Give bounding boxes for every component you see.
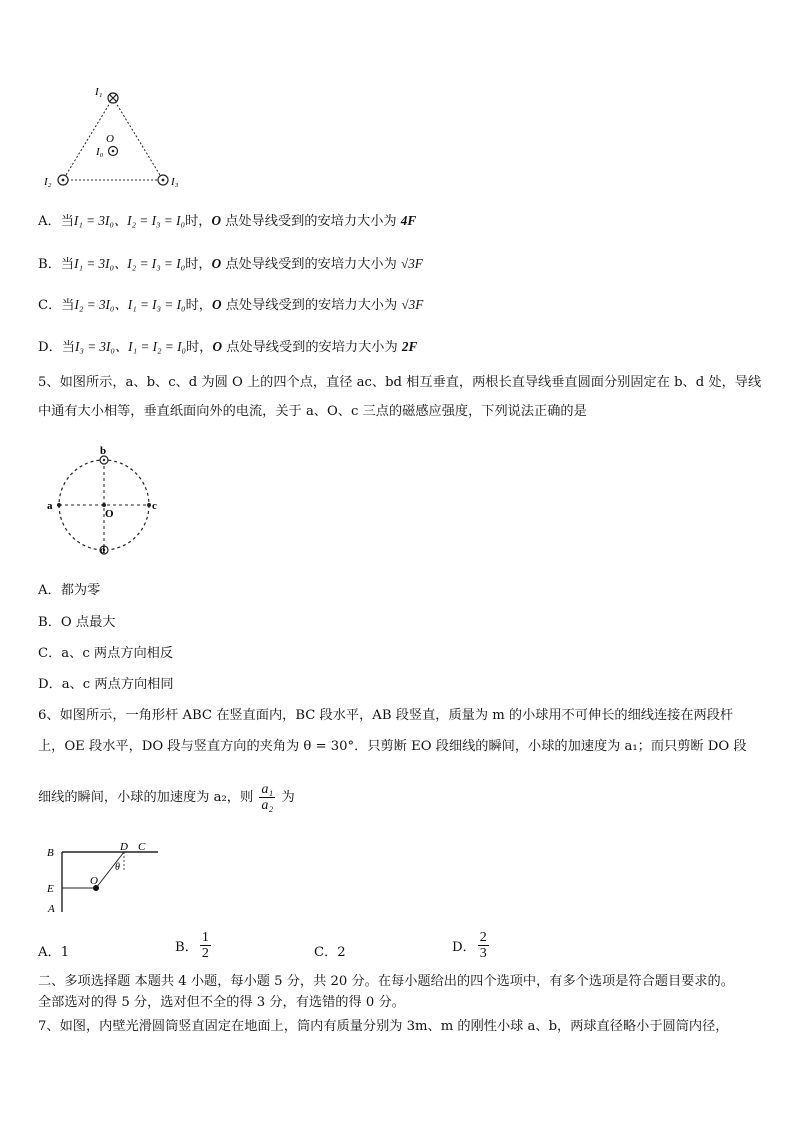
section2-line-1: 二、多项选择题 本题共 4 小题，每小题 5 分，共 20 分。在每小题给出的四个选项中，有多个选项是符合题目要求的。 — [38, 974, 734, 989]
q5-option-c: C．a、c 两点方向相反 — [38, 646, 174, 661]
q7-line-1: 7、如图，内壁光滑圆筒竖直固定在地面上，筒内有质量分别为 3m、m 的刚性小球 a、b，两球直径略小于圆筒内径， — [38, 1019, 729, 1034]
q5-option-d: D．a、c 两点方向相同 — [38, 677, 174, 692]
q6-option-c: C．2 — [314, 945, 346, 960]
current-out-of-page-icon — [158, 175, 168, 185]
label-c: c — [152, 500, 157, 512]
q6-options — [38, 930, 758, 970]
current-into-page-icon — [108, 93, 118, 103]
label-a: a — [47, 500, 53, 512]
label-i1: I₁ — [95, 86, 103, 98]
q4-triangle-figure — [40, 82, 190, 192]
label-i2: I₂ — [44, 176, 52, 188]
q6-line-3: 细线的瞬间，小球的加速度为 a₂，则 $\frac{\text{a₁}}{\text{a₂}}$ 为 — [38, 782, 295, 813]
label-o: O — [106, 133, 114, 145]
label-d: D — [120, 841, 128, 853]
q5-option-a: A．都为零 — [38, 583, 101, 598]
q4-option-d: D．当I₃ = 3I₀、I₁ = I₂ = I₀时，O 点处导线受到的安培力大小为 2F — [38, 339, 418, 355]
label-o: O — [105, 508, 114, 520]
label-a: A — [48, 903, 55, 915]
label-theta: θ — [115, 862, 120, 873]
q4-option-c: C．当I₂ = 3I₀、I₁ = I₃ = I₀时，O 点处导线受到的安培力大小为 √3F — [38, 297, 424, 313]
q5-option-b: B．O 点最大 — [38, 615, 116, 630]
label-c: C — [138, 841, 146, 853]
label-i0: I₀ — [96, 146, 104, 158]
section2-line-2: 全部选对的得 5 分，选对但不全的得 3 分，有选错的得 0 分。 — [38, 995, 405, 1010]
label-o: O — [90, 875, 98, 887]
q4-option-b: B．当I₁ = 3I₀、I₂ = I₃ = I₀时，O 点处导线受到的安培力大小为 √3F — [38, 256, 423, 272]
current-out-of-page-icon — [109, 147, 118, 156]
label-d: d — [100, 545, 106, 555]
q5-circle-figure — [40, 440, 170, 565]
q6-angle-rod-figure — [40, 838, 165, 918]
q6-line-2: 上，OE 段水平，DO 段与竖直方向的夹角为 θ = 30°．只剪断 EO 段细线的瞬间，小球的加速度为 a₁；而只剪断 DO 段 — [38, 739, 747, 754]
label-i3: I₃ — [171, 176, 179, 188]
label-b: b — [100, 445, 107, 457]
current-out-of-page-icon — [100, 456, 108, 464]
fraction-a1-a2: $\frac{\text{a₁}}{\text{a₂}}$ — [261, 782, 274, 813]
label-b: B — [47, 847, 54, 859]
q6-option-a: A．1 — [38, 945, 70, 960]
q6-line-1: 6、如图所示，一角形杆 ABC 在竖直面内，BC 段水平，AB 段竖直，质量为 m 的小球用不可伸长的细线连接在两段杆 — [38, 708, 734, 723]
q5-stem: 5、如图所示，a、b、c、d 为圆 O 上的四个点，直径 ac、bd 相互垂直，两根长直导线垂直圆面分别固定在 b、d 处，导线中通有大小相等，垂直纸面向外的电流，关于 a、O、c 三点的磁感应强度，下列说法正确的是 — [38, 375, 762, 419]
q6-option-d: D． $\frac{2}{3}$ — [452, 930, 487, 961]
current-out-of-page-icon — [58, 175, 68, 185]
q6-option-b: B． $\frac{1}{2}$ — [175, 930, 209, 961]
q4-option-a: A．当I₁ = 3I₀、I₂ = I₃ = I₀时，O 点处导线受到的安培力大小为 4F — [38, 213, 417, 229]
label-e: E — [47, 883, 54, 895]
